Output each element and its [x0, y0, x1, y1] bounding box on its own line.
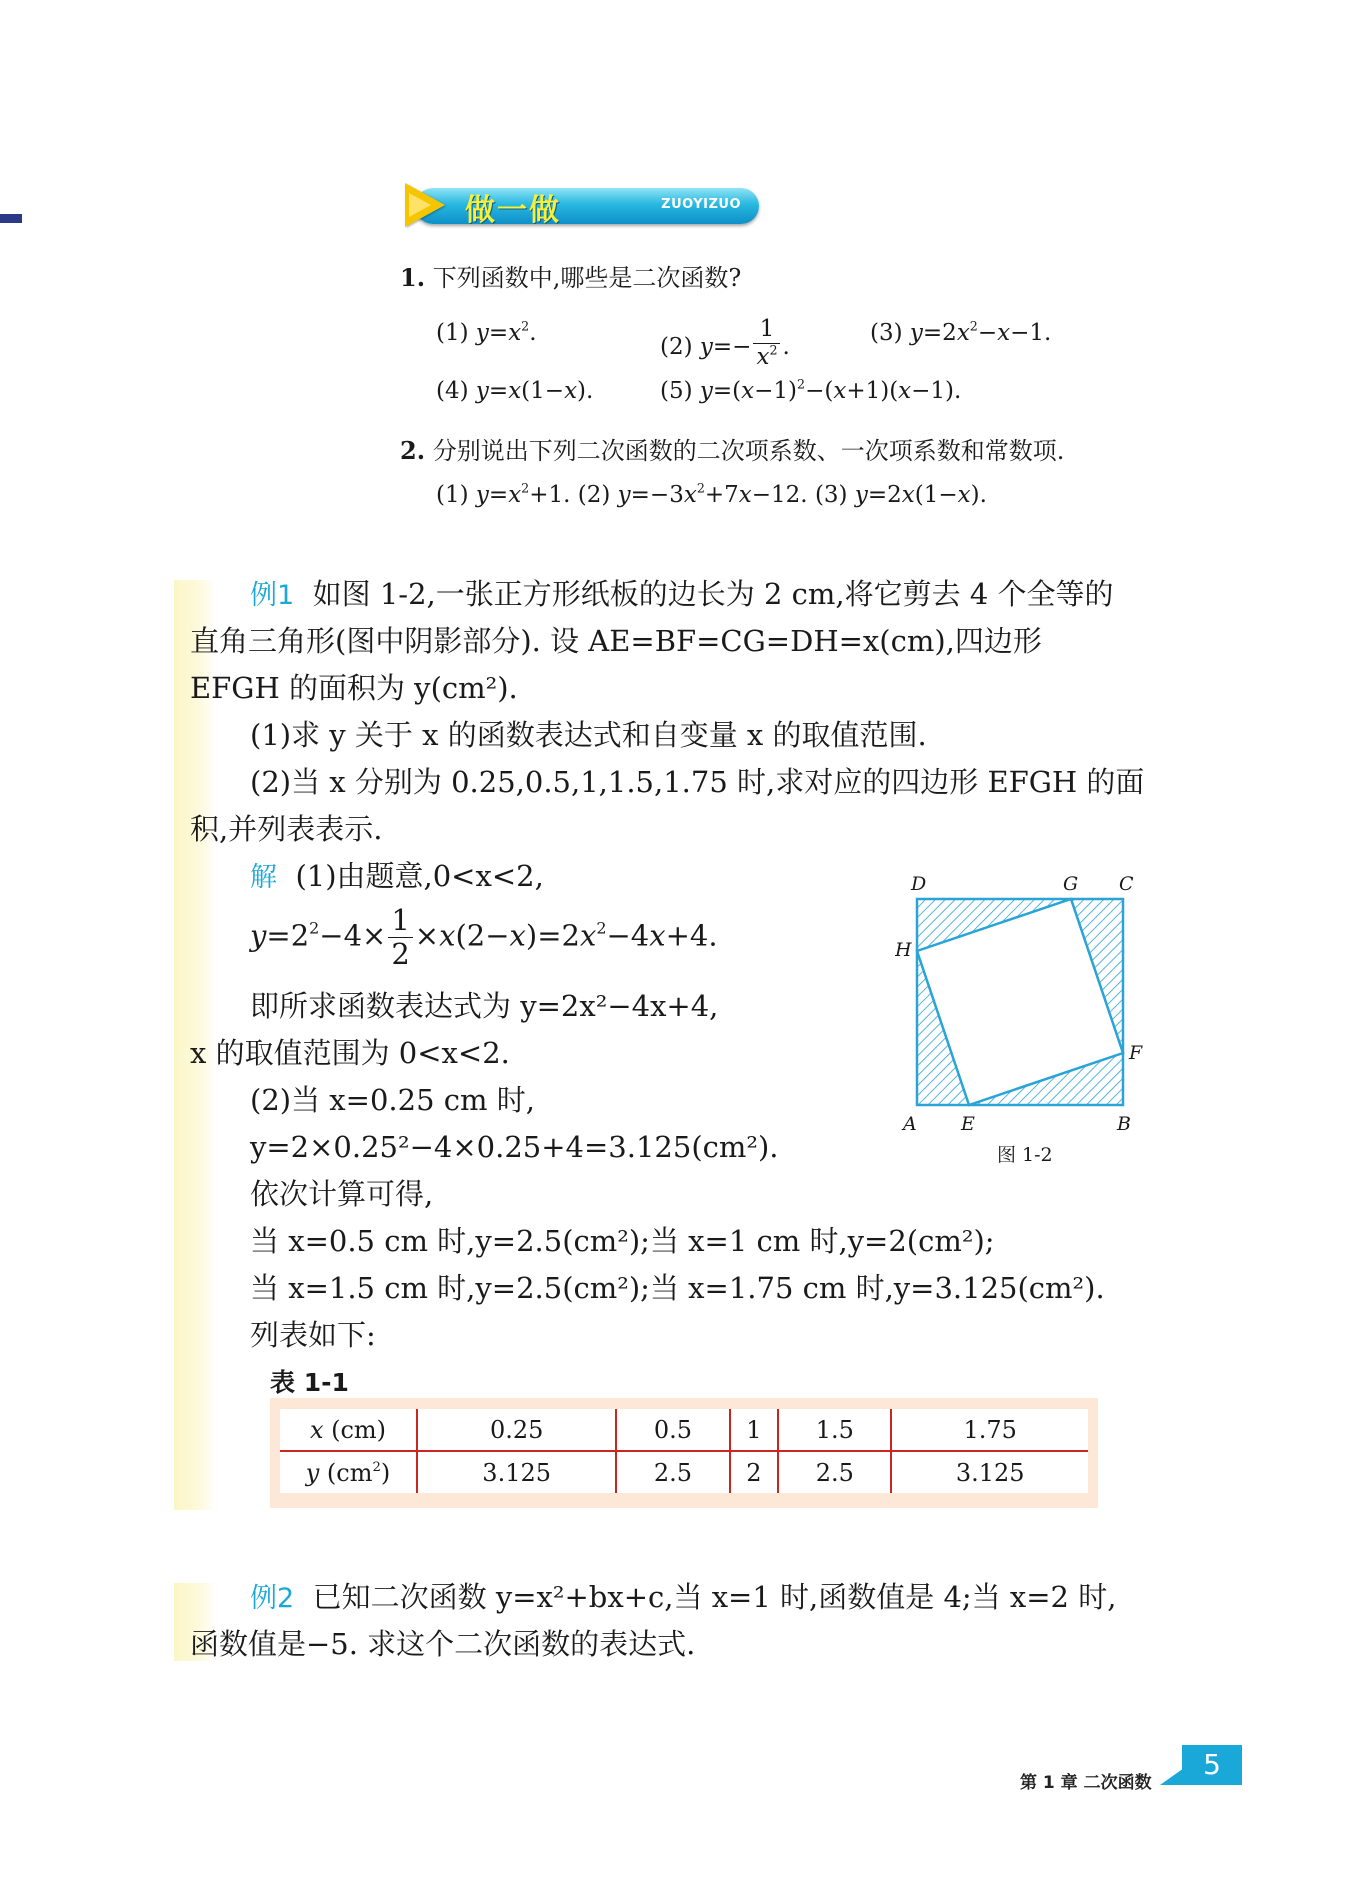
example-1-line-3: EFGH 的面积为 y(cm²).	[190, 671, 518, 705]
table-cell: 2	[730, 1451, 779, 1493]
solution-line-4: x 的取值范围为 0<x<2.	[190, 1036, 510, 1070]
data-table	[280, 1409, 1088, 1493]
exercise-1-item-5: (5) $y=(x-1)^2-(x+1)(x-1)$.	[660, 376, 962, 404]
label-F: F	[1129, 1042, 1143, 1064]
exercise-1-item-1: (1) $y=x^2$.	[436, 318, 537, 346]
solution-line-3: 即所求函数表达式为 y=2x²−4x+4,	[250, 989, 719, 1023]
table-cell: 1.5	[778, 1409, 891, 1451]
label-G: G	[1063, 873, 1079, 895]
solution-line-9: 当 x=1.5 cm 时,y=2.5(cm²);当 x=1.75 cm 时,y=3.125(cm²).	[250, 1271, 1105, 1305]
solution-line-8: 当 x=0.5 cm 时,y=2.5(cm²);当 x=1 cm 时,y=2(cm²);	[250, 1224, 995, 1258]
solution-line-7: 依次计算可得,	[250, 1177, 434, 1211]
example-2-line-2: 函数值是−5. 求这个二次函数的表达式.	[190, 1627, 696, 1661]
exercise-2-items: (1) $y=x^2+1$. (2) $y=-3x^2+7x-12$. (3) y=2x(1−x).	[436, 480, 987, 508]
table-container	[270, 1398, 1098, 1508]
exercise-1-item-3: (3) $y=2x^2-x-1$.	[870, 318, 1052, 346]
exercise-1-item-4: (4) y=x(1−x).	[436, 378, 594, 404]
label-A: A	[903, 1113, 917, 1135]
banner-subtitle: ZUOYIZUO	[661, 197, 741, 212]
figure-square-diagram	[895, 870, 1155, 1140]
table-cell: 3.125	[417, 1451, 616, 1493]
label-C: C	[1119, 873, 1134, 895]
example-1-line-1: 例1 如图 1-2,一张正方形纸板的边长为 2 cm,将它剪去 4 个全等的	[250, 577, 1114, 611]
table-row	[280, 1451, 1088, 1493]
example-2-label: 例2	[250, 1583, 295, 1614]
exercise-2-prompt: 2. 分别说出下列二次函数的二次项系数、一次项系数和常数项.	[400, 436, 1065, 465]
side-tab-marker	[0, 214, 22, 223]
label-H: H	[895, 939, 912, 961]
solution-line-5: (2)当 x=0.25 cm 时,	[250, 1083, 535, 1117]
example-1-part-1: (1)求 y 关于 x 的函数表达式和自变量 x 的取值范围.	[250, 718, 927, 752]
label-B: B	[1117, 1113, 1131, 1135]
table-cell: 0.25	[417, 1409, 616, 1451]
table-title: 表 1-1	[270, 1368, 349, 1397]
table-cell: 2.5	[616, 1451, 729, 1493]
page-number: 5	[1182, 1745, 1242, 1785]
page-flag-decoration	[1160, 1768, 1184, 1785]
table-cell: 3.125	[955, 1458, 1025, 1487]
exercise-1-item-2: (2) y=− $\frac{1}{x^2}$ .	[660, 316, 790, 370]
example-1-label: 例1	[250, 580, 295, 611]
solution-line-10: 列表如下:	[250, 1318, 376, 1352]
figure-caption: 图 1-2	[997, 1144, 1053, 1166]
section-banner	[405, 183, 759, 228]
example-2-line-1: 例2 已知二次函数 y=x²+bx+c,当 x=1 时,函数值是 4;当 x=2 时,	[250, 1580, 1117, 1614]
play-arrow-highlight	[409, 193, 431, 217]
solution-label: 解	[250, 862, 277, 893]
exercise-1-prompt: 1. 下列函数中,哪些是二次函数?	[400, 263, 742, 292]
solution-line-6: y=2×0.25²−4×0.25+4=3.125(cm²).	[250, 1130, 779, 1164]
label-E: E	[961, 1113, 975, 1135]
label-D: D	[911, 873, 927, 895]
table-cell: 1.75	[891, 1409, 1088, 1451]
solution-line-1: 解 (1)由题意,0<x<2,	[250, 859, 544, 893]
solution-formula: $y=2^2-4\times$ $\frac{1}{2}$ $\times x(2-x)=2x^2-4x+4$.	[250, 903, 718, 971]
example-1-part-2a: (2)当 x 分别为 0.25,0.5,1,1.5,1.75 时,求对应的四边形 EFGH 的面	[250, 765, 1145, 799]
example-1-line-2: 直角三角形(图中阴影部分). 设 AE=BF=CG=DH=x(cm),四边形	[190, 624, 1042, 658]
table-cell: 1	[730, 1409, 779, 1451]
banner-title: 做一做	[465, 193, 561, 228]
table-cell: 2.5	[778, 1451, 891, 1493]
table-row-header: y $(cm^2)$	[280, 1451, 417, 1493]
example-1-part-2b: 积,并列表表示.	[190, 812, 383, 846]
table-row	[280, 1409, 1088, 1451]
table-cell: 0.5	[616, 1409, 729, 1451]
table-row-header: x (cm)	[280, 1409, 417, 1451]
chapter-footer: 第 1 章 二次函数	[1020, 1773, 1152, 1793]
